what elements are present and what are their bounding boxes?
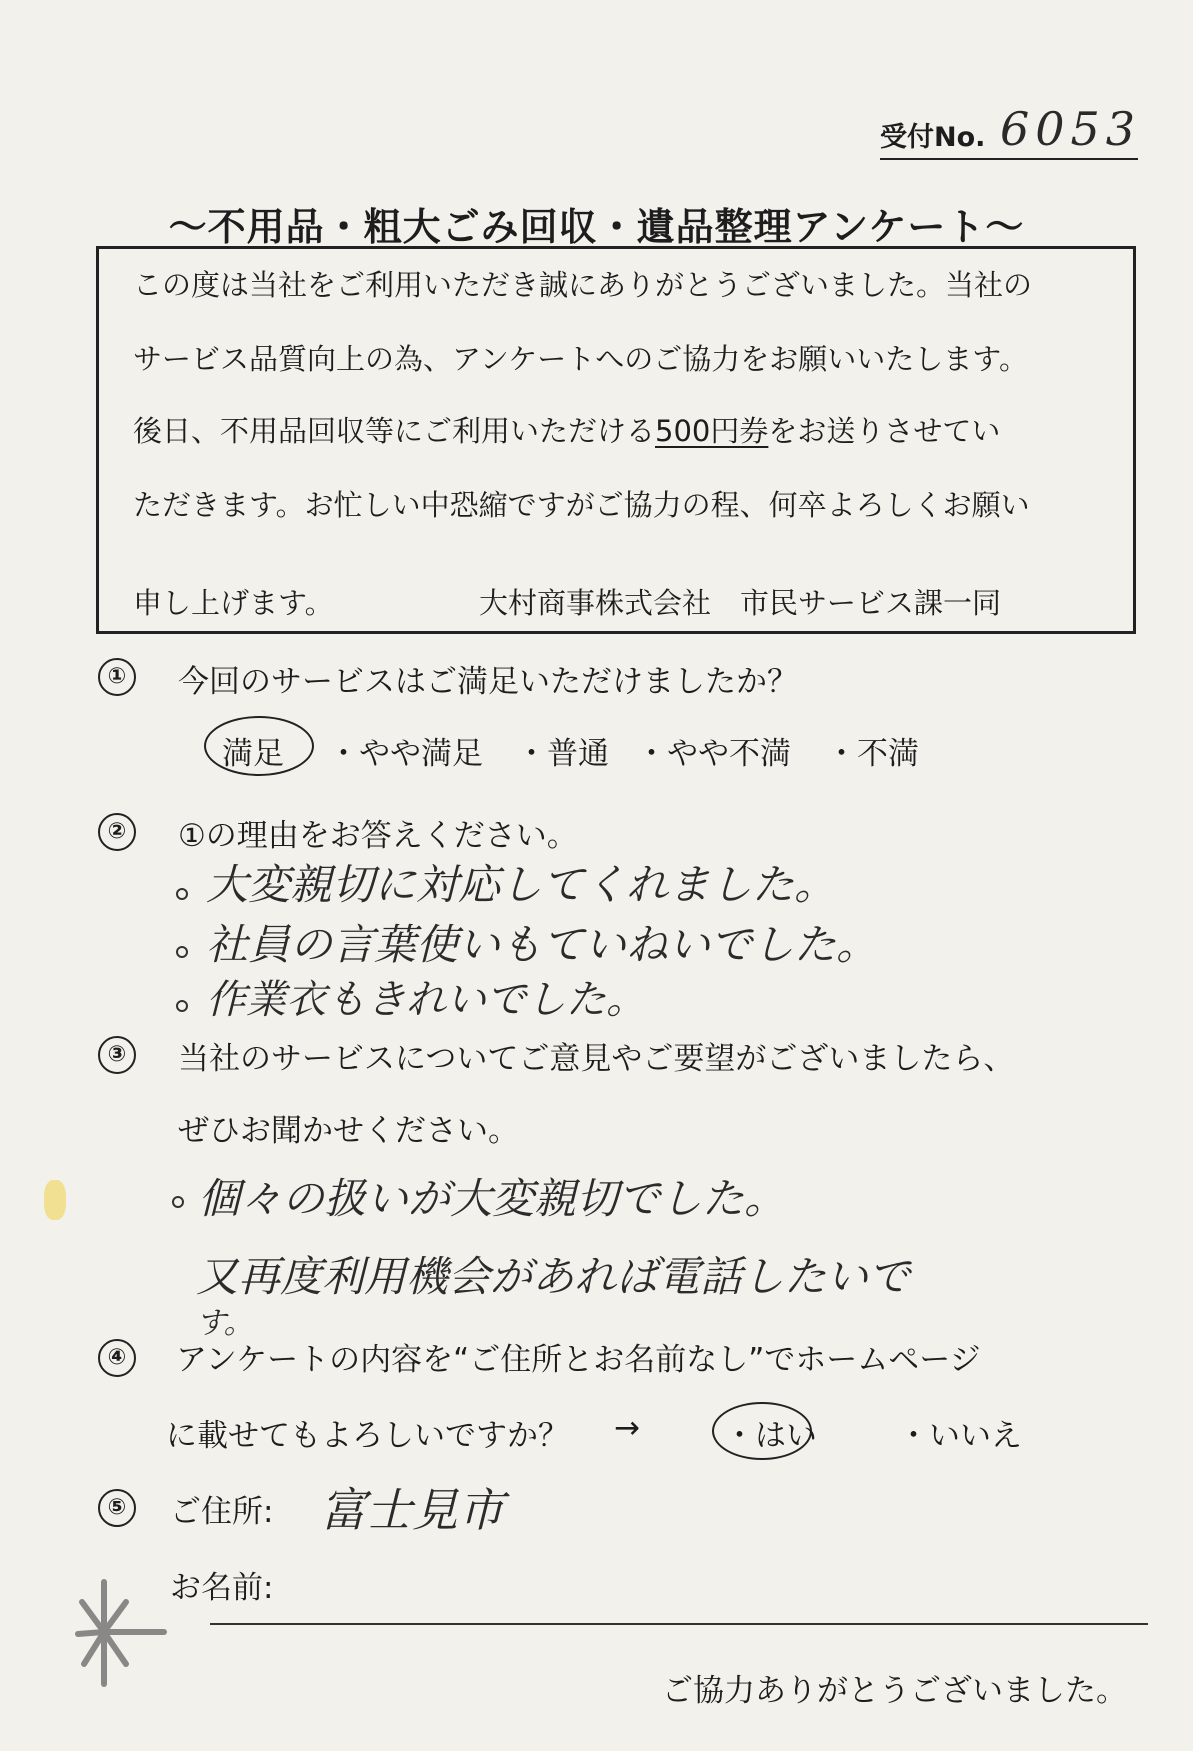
- survey-title: ～不用品・粗大ごみ回収・遺品整理アンケート～: [168, 205, 1025, 249]
- q1-question: 今回のサービスはご満足いただけましたか？: [178, 664, 798, 700]
- sun-stamp-mark: [74, 1572, 194, 1692]
- q3-answer-3: す。: [196, 1306, 254, 1341]
- paper-stain: [44, 1180, 66, 1220]
- q4-question-line-2: に載せてもよろしいですか？: [166, 1418, 569, 1454]
- coupon-amount: 500円券: [655, 414, 769, 448]
- q5-number: ⑤: [98, 1489, 136, 1527]
- intro-line-5: 申し上げます。: [133, 586, 334, 620]
- q2-bullet-2: [176, 946, 188, 958]
- q4-number: ④: [98, 1339, 136, 1377]
- q3-answer-1: 個々の扱いが大変親切でした。: [198, 1174, 787, 1223]
- q2-answer-3: 作業衣もきれいでした。: [206, 977, 646, 1023]
- q2-number: ②: [98, 813, 136, 851]
- q2-answer-2: 社員の言葉使いもていねいでした。: [206, 920, 879, 969]
- address-label: ご住所:: [170, 1494, 274, 1530]
- intro-line-3: [133, 409, 1000, 450]
- q2-question: ①の理由をお答えください。: [178, 818, 578, 854]
- q4-option-no[interactable]: ・いいえ: [898, 1418, 1022, 1454]
- q1-option-satisfied[interactable]: 満足: [222, 736, 284, 772]
- q1-option-somewhat-satisfied[interactable]: ・やや満足: [328, 736, 483, 772]
- intro-line-3-pre: 後日、不用品回収等にご利用いただける: [133, 414, 656, 448]
- q3-number: ③: [98, 1036, 136, 1074]
- q3-answer-2: 又再度利用機会があれば電話したいで: [196, 1252, 911, 1301]
- name-write-line: [210, 1623, 1148, 1625]
- q1-option-somewhat-dissatisfied[interactable]: ・やや不満: [636, 736, 791, 772]
- q1-number: ①: [98, 658, 136, 696]
- intro-line-4: ただきます。お忙しい中恐縮ですがご協力の程、何卒よろしくお願い: [133, 488, 1030, 522]
- q2-bullet-3: [176, 1000, 188, 1012]
- intro-box: [96, 246, 1136, 634]
- intro-line-2: サービス品質向上の為、アンケートへのご協力をお願いいたします。: [133, 342, 1028, 376]
- q1-option-dissatisfied[interactable]: ・不満: [826, 736, 919, 772]
- reception-number: [880, 102, 1142, 160]
- q4-question-line-1: アンケートの内容を“ご住所とお名前なし”でホームページ: [176, 1342, 981, 1378]
- q2-bullet-1: [176, 888, 188, 900]
- arrow-icon: →: [614, 1410, 640, 1446]
- q1-option-neutral[interactable]: ・普通: [516, 736, 609, 772]
- closing-message: ご協力ありがとうございました。: [662, 1673, 1127, 1709]
- intro-line-3-post: をお送りさせてい: [768, 414, 1001, 448]
- reception-number-value: 6053: [1000, 102, 1142, 156]
- q4-option-yes[interactable]: ・はい: [724, 1418, 817, 1454]
- company-signoff: 大村商事株式会社 市民サービス課一同: [479, 586, 1002, 620]
- address-value: 富士見市: [320, 1483, 504, 1537]
- q3-question-line-1: 当社のサービスについてご意見やご要望がございましたら、: [178, 1041, 1015, 1077]
- reception-label: 受付No.: [880, 122, 986, 153]
- q3-question-line-2: ぜひお聞かせください。: [178, 1113, 519, 1149]
- q3-bullet-1: [172, 1196, 184, 1208]
- name-label: お名前:: [170, 1570, 274, 1606]
- intro-line-1: この度は当社をご利用いただき誠にありがとうございました。当社の: [133, 268, 1033, 302]
- q2-answer-1: 大変親切に対応してくれました。: [206, 860, 837, 909]
